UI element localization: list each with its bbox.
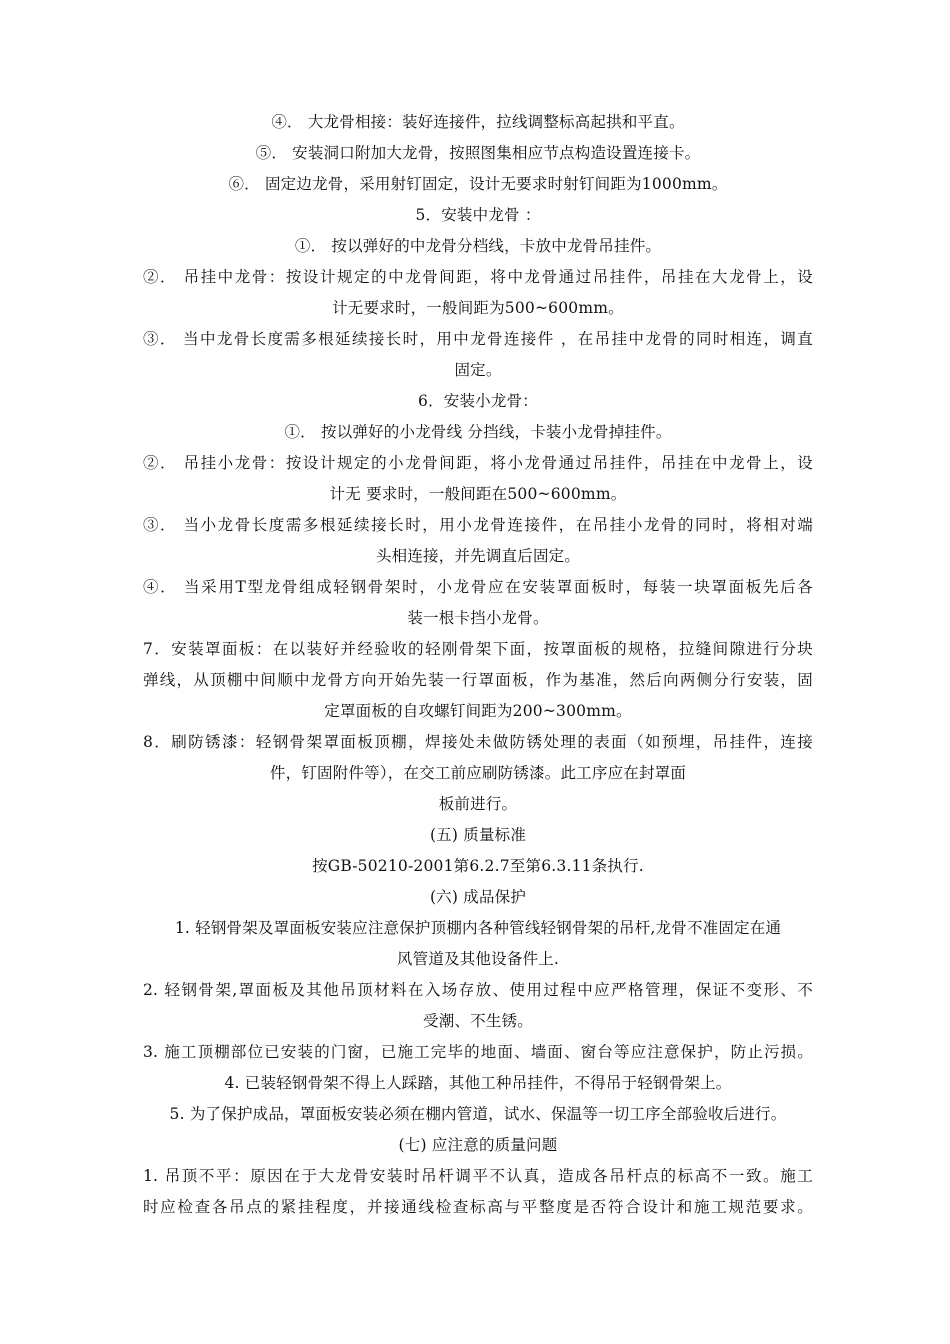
text-line: 3. 施工顶棚部位已安装的门窗，已施工完毕的地面、墙面、窗台等应注意保护，防止污损。 [143,1043,813,1061]
text-line: (六) 成品保护 [429,888,527,906]
text-line: ③． 当小龙骨长度需多根延续接长时，用小龙骨连接件，在吊挂小龙骨的同时，将相对端 [143,516,813,534]
text-line: 定罩面板的自攻螺钉间距为200~300mm。 [324,702,632,720]
text-line: ①． 按以弹好的中龙骨分档线，卡放中龙骨吊挂件。 [294,237,662,255]
text-line: 按GB-50210-2001第6.2.7至第6.3.11条执行. [312,857,644,875]
text-line: 4. 已装轻钢骨架不得上人踩踏，其他工种吊挂件，不得吊于轻钢骨架上。 [224,1074,732,1092]
text-line: 计无 要求时，一般间距在500~600mm。 [329,485,627,503]
text-line: 受潮、不生锈。 [423,1012,533,1030]
text-line: ⑥． 固定边龙骨，采用射钉固定，设计无要求时射钉间距为1000mm。 [228,175,728,193]
text-line: (七) 应注意的质量问题 [398,1136,558,1154]
text-line: 时应检查各吊点的紧挂程度，并接通线检查标高与平整度是否符合设计和施工规范要求。 [143,1198,813,1216]
text-line: ③． 当中龙骨长度需多根延续接长时，用中龙骨连接件 ，在吊挂中龙骨的同时相连，调直 [143,330,813,348]
text-line: 2. 轻钢骨架,罩面板及其他吊顶材料在入场存放、使用过程中应严格管理，保证不变形、不 [143,981,813,999]
text-line: ②． 吊挂小龙骨：按设计规定的小龙骨间距，将小龙骨通过吊挂件，吊挂在中龙骨上，设 [143,454,813,472]
text-line: 1. 轻钢骨架及罩面板安装应注意保护顶棚内各种管线轻钢骨架的吊杆,龙骨不准固定在通 [174,919,782,937]
text-line: 8．刷防锈漆：轻钢骨架罩面板顶棚，焊接处未做防锈处理的表面（如预埋，吊挂件，连接 [143,733,813,751]
document-body [143,107,813,1223]
text-line: 装一根卡挡小龙骨。 [407,609,549,627]
text-line: 弹线，从顶棚中间顺中龙骨方向开始先装一行罩面板，作为基准，然后向两侧分行安装，固 [143,671,813,689]
text-line: (五) 质量标准 [429,826,527,844]
text-line: 固定。 [454,361,502,379]
text-line: 风管道及其他设备件上. [396,950,560,968]
text-line: 7．安装罩面板：在以装好并经验收的轻刚骨架下面，按罩面板的规格，拉缝间隙进行分块 [143,640,813,658]
text-line: 计无要求时，一般间距为500~600mm。 [332,299,624,317]
text-line: 1. 吊顶不平：原因在于大龙骨安装时吊杆调平不认真，造成各吊杆点的标高不一致。施工 [143,1167,813,1185]
text-line: ②． 吊挂中龙骨：按设计规定的中龙骨间距，将中龙骨通过吊挂件，吊挂在大龙骨上，设 [143,268,813,286]
text-line: 5．安装中龙骨 ： [415,206,541,224]
text-line: ④． 大龙骨相接：装好连接件，拉线调整标高起拱和平直。 [271,113,685,131]
text-line: 头相连接，并先调直后固定。 [375,547,581,565]
text-line: ⑤． 安装洞口附加大龙骨，按照图集相应节点构造设置连接卡。 [255,144,701,162]
text-line: 5. 为了保护成品，罩面板安装必须在棚内管道，试水、保温等一切工序全部验收后进行。 [169,1105,787,1123]
text-line: 6．安装小龙骨： [418,392,538,410]
text-line: 板前进行。 [438,795,518,813]
text-line: ④． 当采用T型龙骨组成轻钢骨架时，小龙骨应在安装罩面板时，每装一块罩面板先后各 [143,578,813,596]
text-line: 件，钉固附件等），在交工前应刷防锈漆。此工序应在封罩面 [269,764,687,782]
text-line: ①． 按以弹好的小龙骨线 分挡线，卡装小龙骨掉挂件。 [284,423,672,441]
